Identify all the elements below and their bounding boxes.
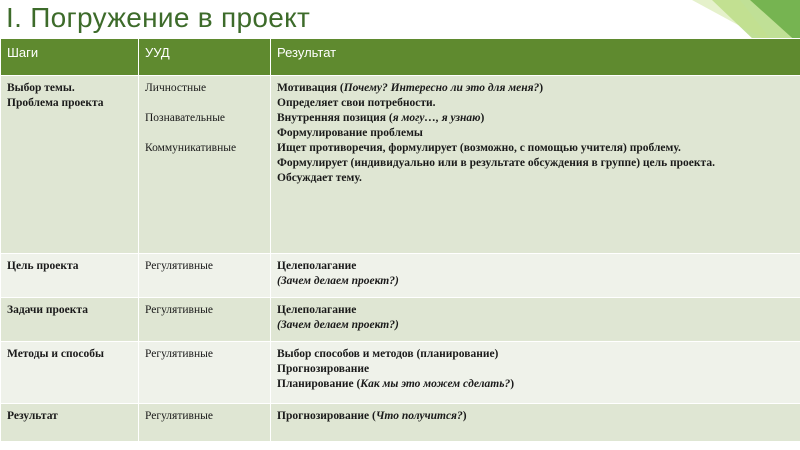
uud-text: Регулятивные	[145, 348, 213, 360]
project-steps-table	[0, 38, 800, 442]
table-row	[1, 342, 800, 404]
result-cell	[271, 342, 800, 404]
uud-text: Регулятивные	[145, 410, 213, 422]
result-line: Формулирование проблемы	[277, 127, 423, 139]
result-line: Целеполагание	[277, 304, 357, 316]
uud-cell	[139, 404, 271, 442]
result-line: Ищет противоречия, формулирует (возможно, с помощью учителя) проблему.	[277, 142, 681, 154]
result-cell	[271, 404, 800, 442]
uud-text: Личностные	[145, 82, 207, 94]
step-text: Проблема проекта	[7, 97, 104, 109]
uud-cell	[139, 254, 271, 298]
step-cell	[1, 342, 139, 404]
uud-text: Регулятивные	[145, 304, 213, 316]
step-cell	[1, 254, 139, 298]
step-cell	[1, 404, 139, 442]
result-italic: (Зачем делаем проект?)	[277, 275, 399, 287]
table-header-row	[1, 39, 800, 76]
uud-cell	[139, 298, 271, 342]
result-italic: (Зачем делаем проект?)	[277, 319, 399, 331]
uud-cell	[139, 342, 271, 404]
step-text: Выбор темы.	[7, 82, 75, 94]
result-line: Выбор способов и методов (планирование)	[277, 348, 499, 360]
table-row	[1, 404, 800, 442]
header-steps: Шаги	[1, 39, 139, 76]
result-line: Внутренняя позиция (я могу…, я узнаю)	[277, 112, 485, 124]
result-line: Планирование (Как мы это можем сделать?)	[277, 378, 515, 390]
header-result: Результат	[271, 39, 800, 76]
step-text: Результат	[7, 410, 58, 422]
result-cell	[271, 76, 800, 254]
table-row	[1, 254, 800, 298]
header-uud: УУД	[139, 39, 271, 76]
step-cell	[1, 298, 139, 342]
table-row	[1, 76, 800, 254]
result-cell	[271, 254, 800, 298]
step-text: Методы и способы	[7, 348, 104, 360]
result-line	[277, 274, 794, 289]
result-line: Обсуждает тему.	[277, 172, 362, 184]
uud-cell	[139, 76, 271, 254]
slide-title: I. Погружение в проект	[6, 2, 311, 33]
result-line	[277, 318, 794, 333]
step-text: Задачи проекта	[7, 304, 88, 316]
step-text: Цель проекта	[7, 260, 79, 272]
result-italic: Почему? Интересно ли это для меня?	[343, 82, 540, 94]
step-cell	[1, 76, 139, 254]
uud-text: Регулятивные	[145, 260, 213, 272]
table-row	[1, 298, 800, 342]
result-italic: я могу…, я узнаю	[392, 112, 481, 124]
result-line: Прогнозирование	[277, 363, 370, 375]
result-cell	[271, 298, 800, 342]
result-line: Формулирует (индивидуально или в результате обсуждения в группе) цель проекта.	[277, 157, 715, 169]
result-line: Целеполагание	[277, 260, 357, 272]
result-line: Прогнозирование (Что получится?)	[277, 410, 467, 422]
result-italic: Как мы это можем сделать?	[360, 378, 511, 390]
result-line: Мотивация (Почему? Интересно ли это для меня?)	[277, 82, 544, 94]
result-italic: Что получится?	[375, 410, 463, 422]
uud-text: Познавательные	[145, 112, 226, 124]
result-line: Определяет свои потребности.	[277, 97, 436, 109]
uud-text: Коммуникативные	[145, 142, 237, 154]
